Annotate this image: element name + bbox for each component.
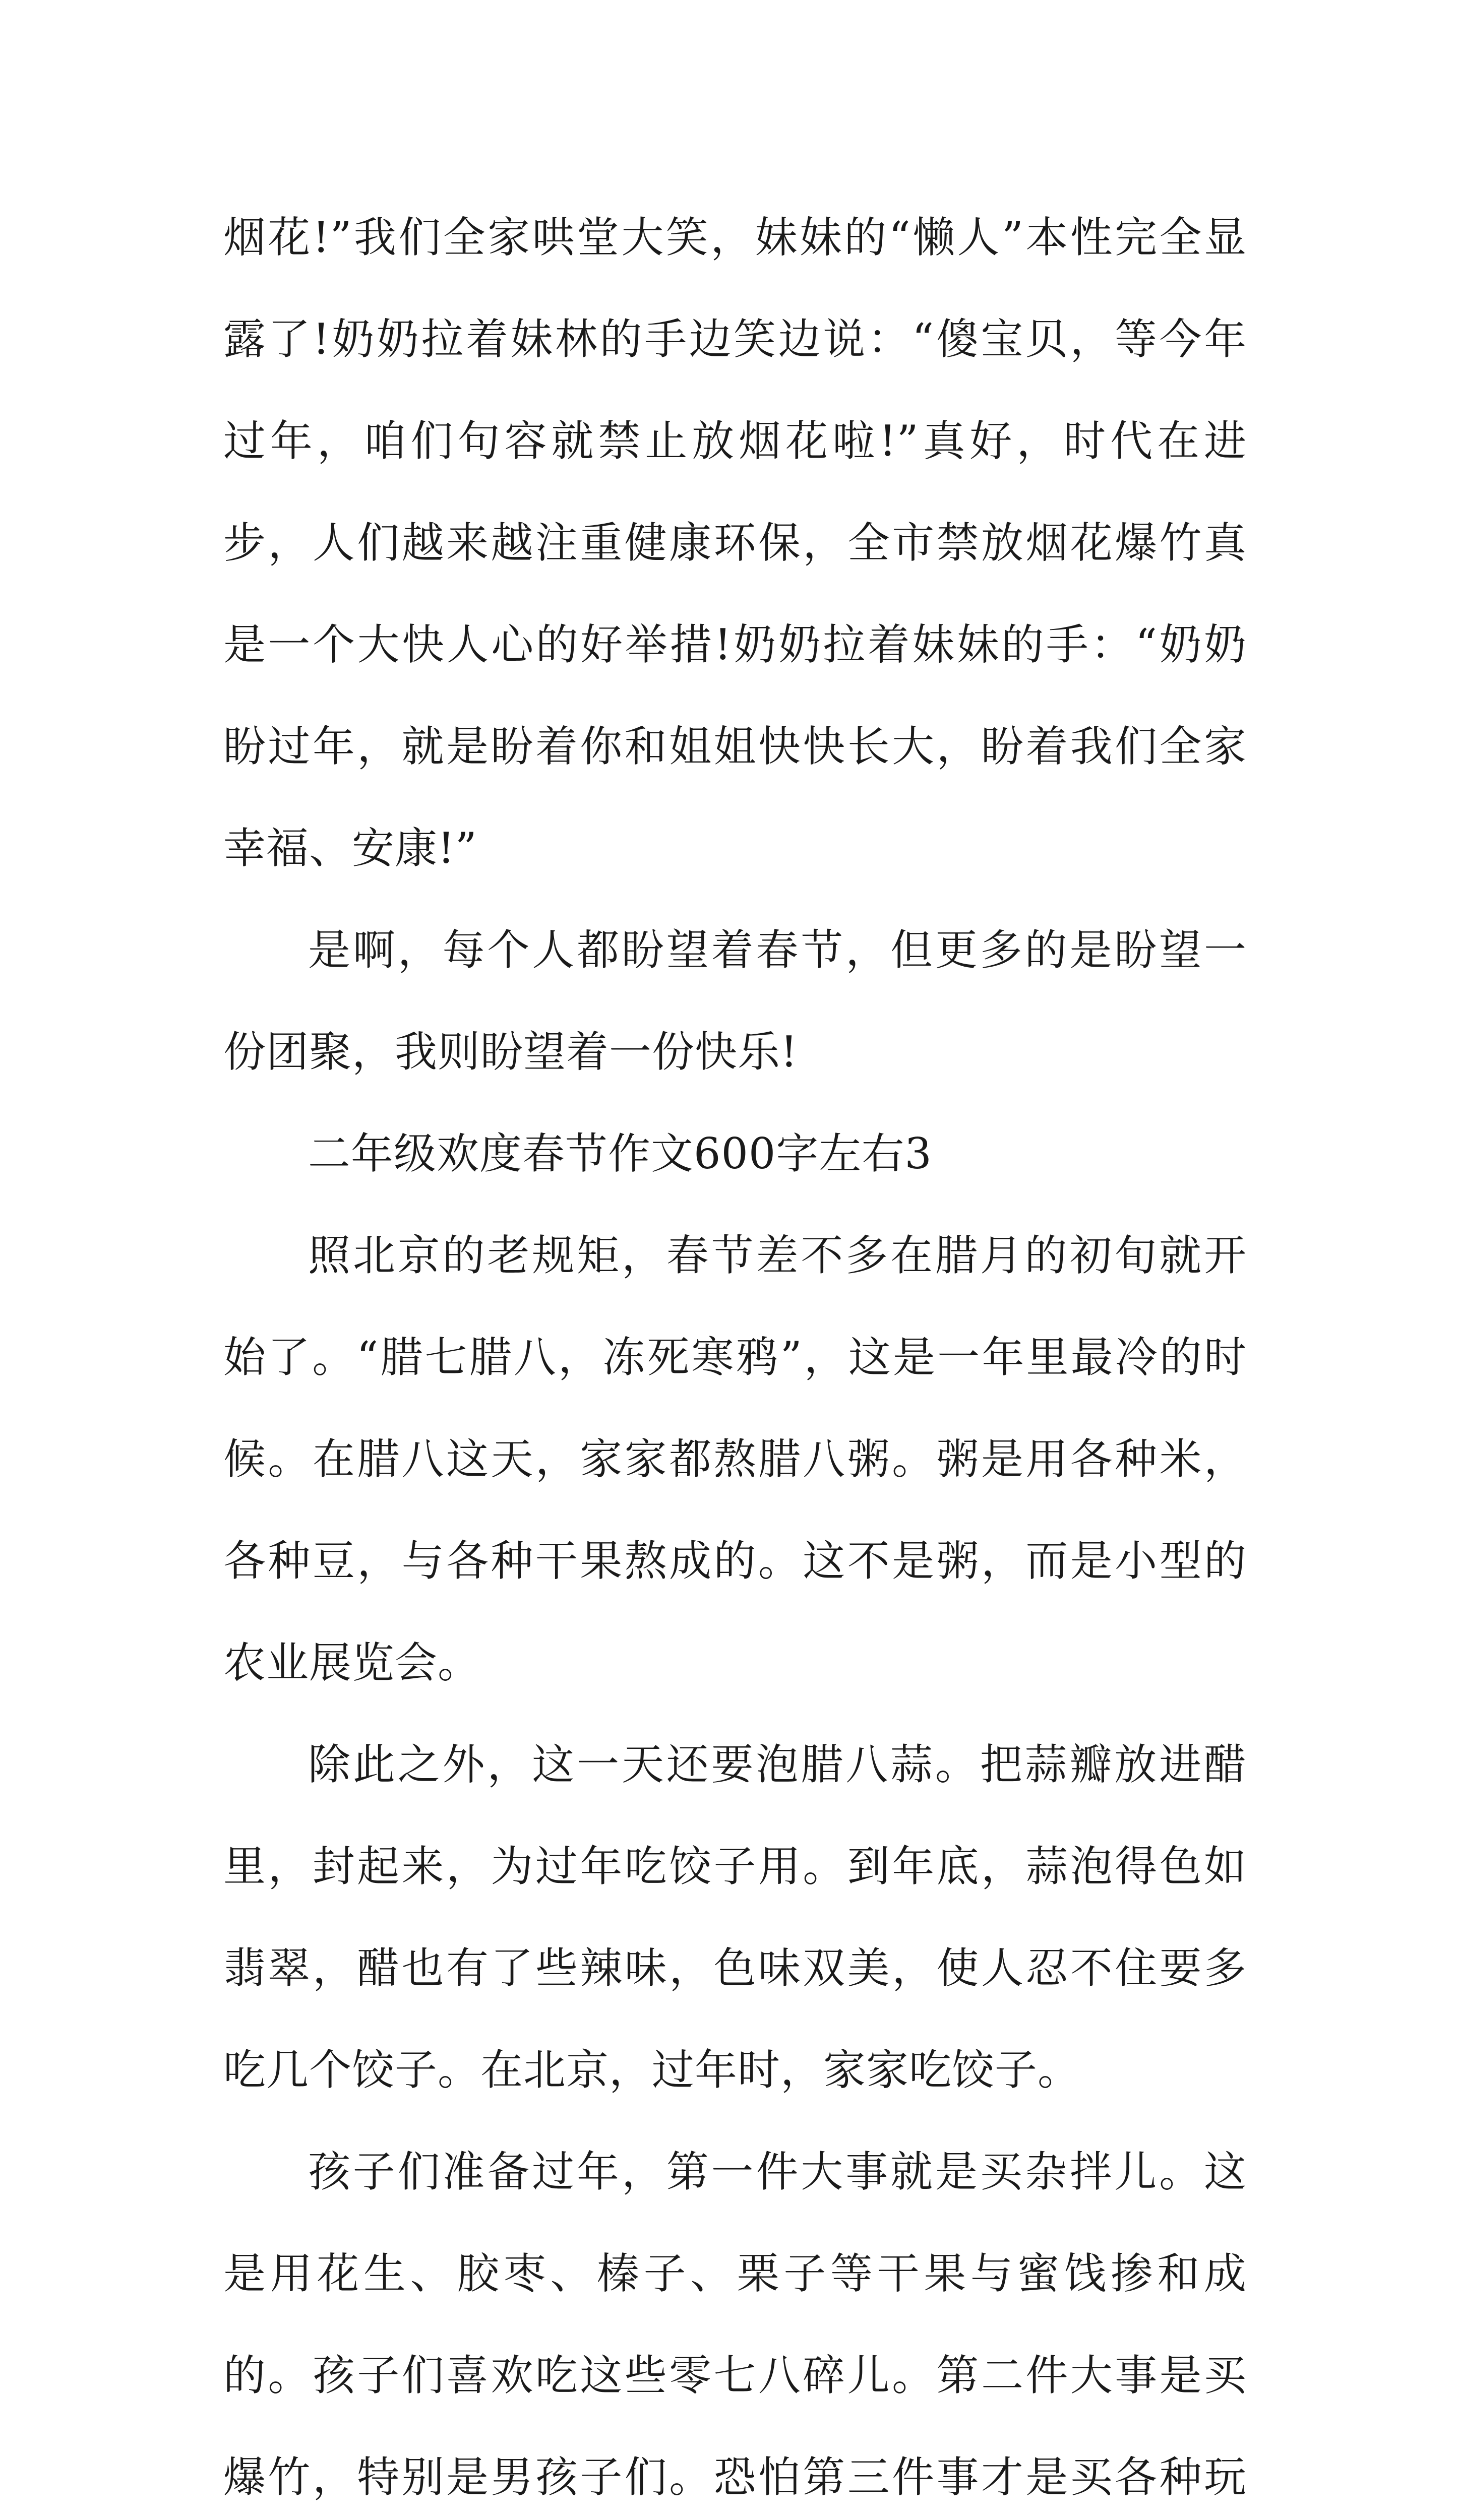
- paragraph: 孩子们准备过年，第一件大事就是买杂拌儿。这是用花生、胶枣、榛子、栗子等干果与蜜饯掺和成的。孩子们喜欢吃这些零七八碎儿。第二件大事是买爆竹，特别是男孩子们。恐怕第三件事才是买各种玩: [223, 2147, 1247, 2502]
- paragraph: 除此之外，这一天还要泡腊八蒜。把蒜瓣放进醋里，封起来，为过年吃饺子用。到年底，蒜泡得色如翡翠，醋也有了些辣味，色味双美，使人忍不住要多吃几个饺子。在北京，过年时，家家吃饺子。: [223, 1740, 1247, 2095]
- document-body: [223, 186, 1247, 2520]
- paragraph: 照北京的老规矩，春节差不多在腊月的初旬就开始了。“腊七腊八，冻死寒鸦”，这是一年里最冷的时候。在腊八这天，家家都熬腊八粥。粥是用各种米，各种豆，与各种干果熬成的。这不是粥，而是小型的农业展览会。: [223, 1231, 1247, 1687]
- section-heading: 二年级欢度春节作文600字左右3: [308, 1129, 932, 1178]
- paragraph: 是啊，每个人都盼望着春节，但更多的是盼望一份团聚，我则盼望着一份快乐!: [223, 925, 1247, 1077]
- paragraph-continued: 烟花!”我们全家哄堂大笑，妹妹的“懒人”本性完全显露了!奶奶拉着妹林的手边笑边说：“傻宝贝，等今年过年，咱们句容就禁止放烟花啦!”真好，时代在进步，人们越来越注重健康环保，全市禁放烟花爆竹真是一个大快人心的好举措!奶奶拉着妹妹的手：“奶奶盼过年，就是盼着你和姐姐快快长大，盼着我们全家幸福、安康!”: [223, 213, 1247, 873]
